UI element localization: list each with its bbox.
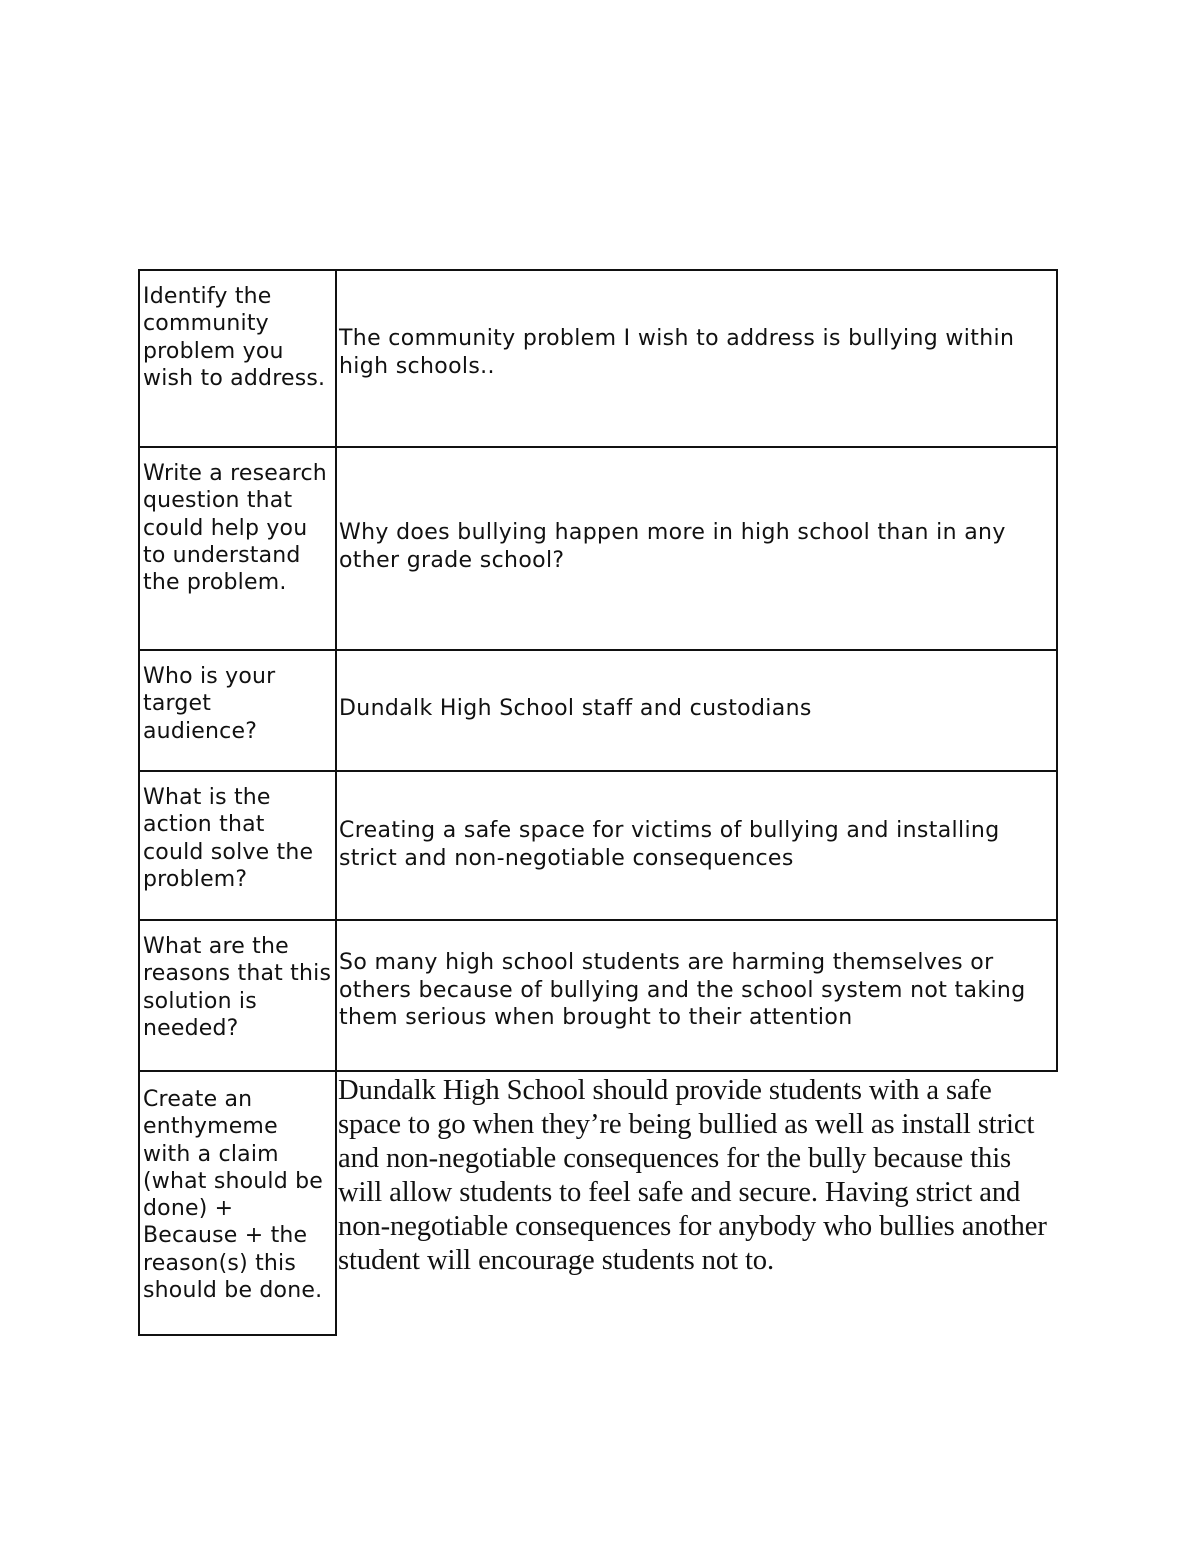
- answer-cell: [335, 919, 1058, 1072]
- prompt-cell: [138, 919, 337, 1072]
- answer-text: The community problem I wish to address is bullying within high schools..: [339, 326, 1015, 379]
- prompt-text: Who is your target audience?: [143, 664, 276, 744]
- prompt-text: Create an enthymeme with a claim (what should be done) + Because + the reason(s) this should be done.: [143, 1087, 323, 1304]
- answer-text: So many high school students are harming themselves or others because of bullying and the school system not taking them serious when brought to their attention: [339, 950, 1026, 1031]
- answer-cell: [335, 1070, 1058, 1336]
- prompt-text: Write a research question that could help you to understand the problem.: [143, 461, 327, 596]
- answer-text: Dundalk High School should provide students with a safe space to go when they’re being bullied as well as install strict and non-negotiable consequences for the bully because this will allow students to feel safe and secure. Having strict and non-negotiable consequences for anybody who bullies another student will encourage students not to.: [338, 1075, 1047, 1276]
- prompt-text: What is the action that could solve the problem?: [143, 785, 314, 892]
- prompt-text: What are the reasons that this solution is needed?: [143, 934, 332, 1041]
- prompt-cell: [138, 269, 337, 448]
- prompt-cell: [138, 446, 337, 651]
- answer-cell: [335, 446, 1058, 651]
- answer-text: Dundalk High School staff and custodians: [339, 695, 812, 721]
- prompt-cell: [138, 1070, 337, 1336]
- prompt-text: Identify the community problem you wish to address.: [143, 284, 326, 391]
- answer-cell: [335, 770, 1058, 921]
- answer-text: Creating a safe space for victims of bullying and installing strict and non-negotiable consequences: [339, 818, 1000, 871]
- answer-text: Why does bullying happen more in high school than in any other grade school?: [339, 520, 1006, 573]
- answer-cell: [335, 649, 1058, 772]
- answer-cell: [335, 269, 1058, 448]
- prompt-cell: [138, 649, 337, 772]
- prompt-cell: [138, 770, 337, 921]
